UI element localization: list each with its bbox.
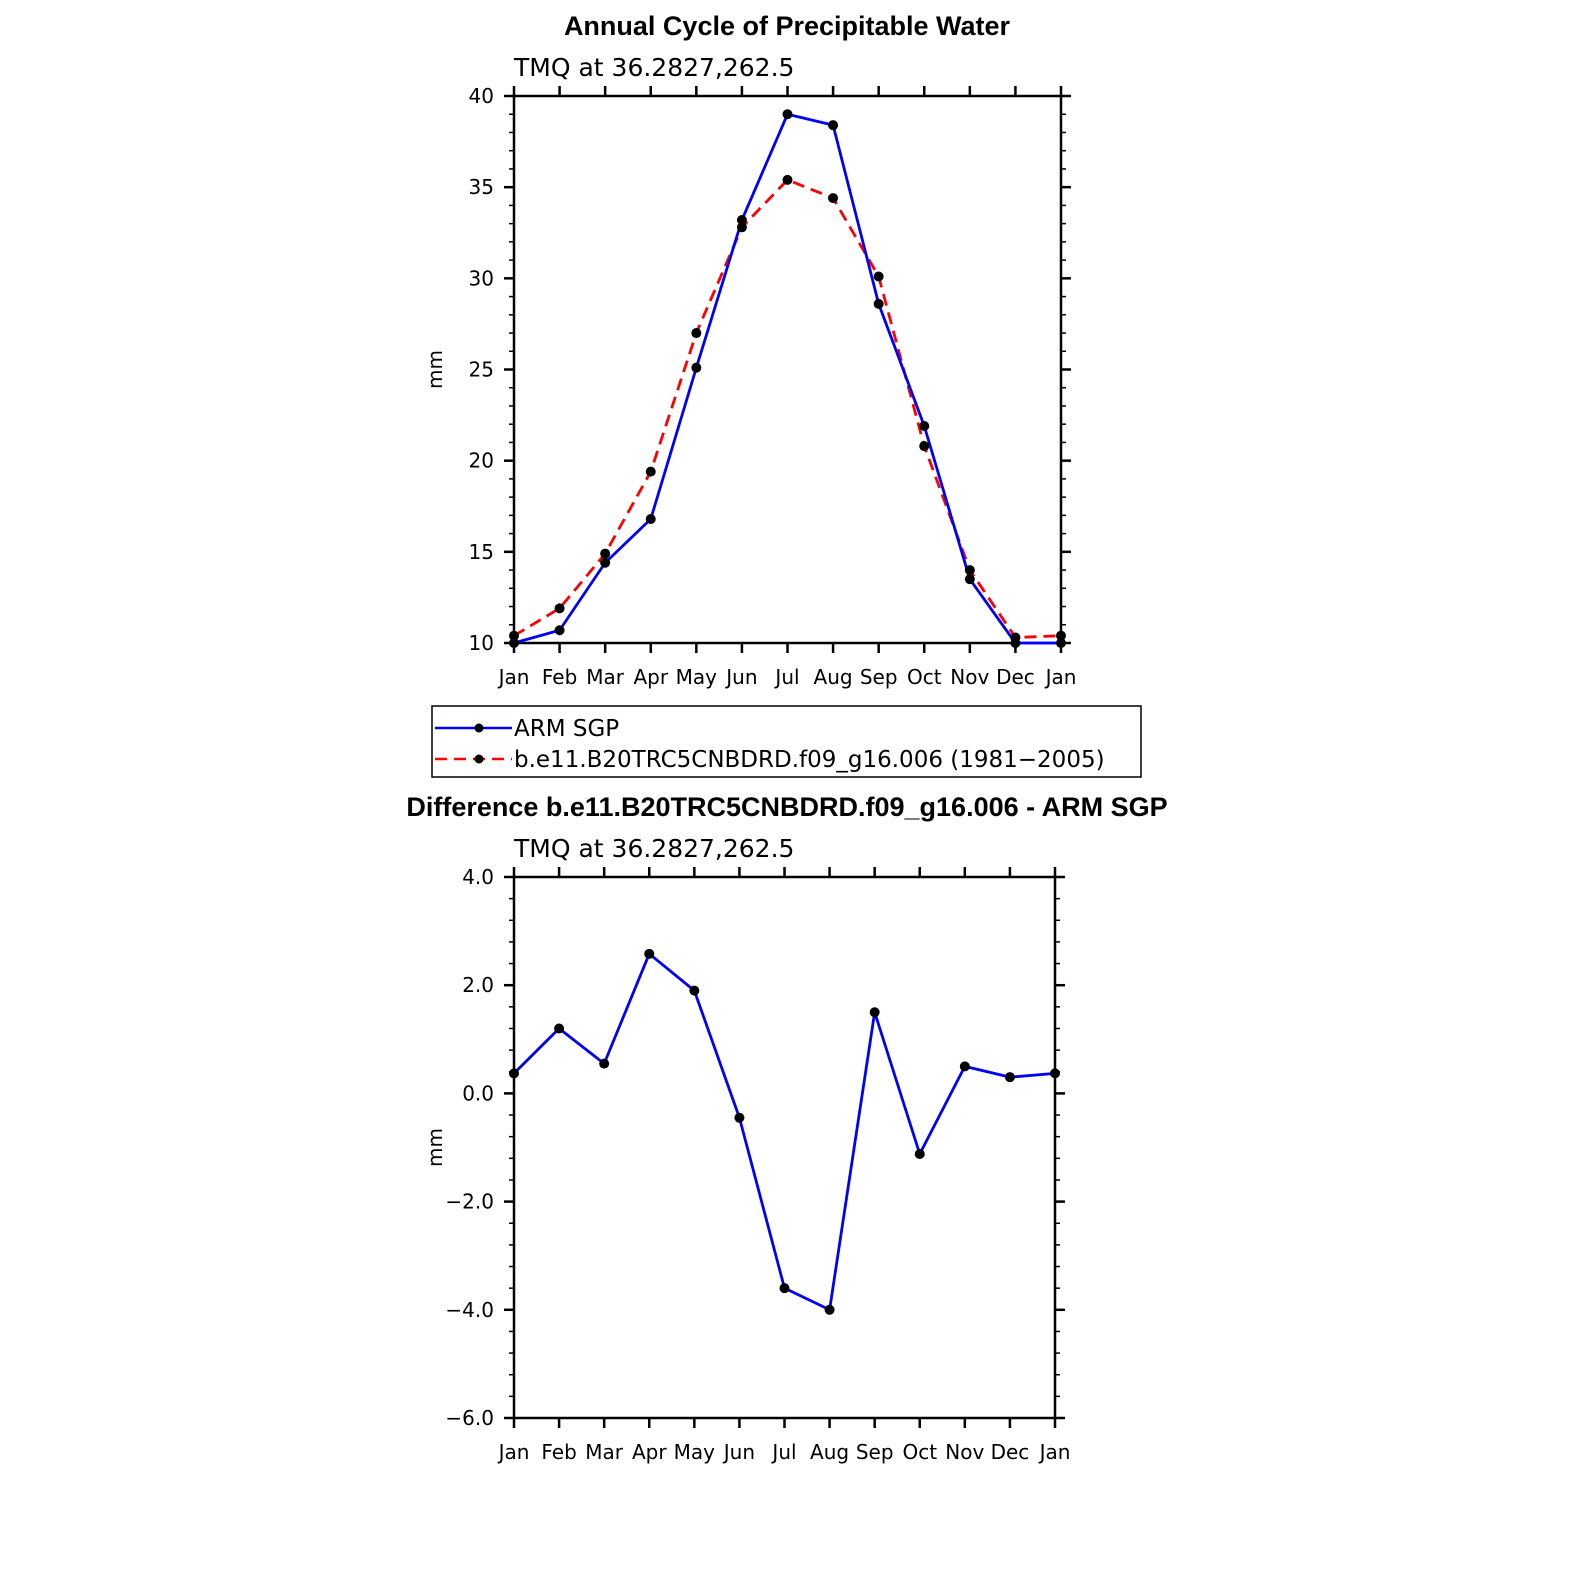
x-tick-label: Sep xyxy=(855,1440,894,1464)
data-point-0 xyxy=(783,109,793,119)
x-tick-label: Mar xyxy=(585,1440,624,1464)
data-point-0 xyxy=(870,1007,880,1017)
y-tick-label: 10 xyxy=(468,631,494,655)
x-tick-label: Aug xyxy=(810,1440,850,1464)
data-point-1 xyxy=(737,222,747,232)
data-point-0 xyxy=(919,421,929,431)
y-axis-label: mm xyxy=(423,1128,447,1167)
difference-plot xyxy=(423,865,1070,1464)
x-tick-label: Jan xyxy=(1045,665,1077,689)
series-line-0 xyxy=(514,954,1055,1310)
data-point-0 xyxy=(874,299,884,309)
data-point-0 xyxy=(689,986,699,996)
data-point-0 xyxy=(780,1283,790,1293)
x-tick-label: Jan xyxy=(498,665,530,689)
y-tick-label: 0.0 xyxy=(462,1081,494,1106)
annual-cycle-plot xyxy=(423,84,1076,689)
x-tick-label: Sep xyxy=(859,665,898,689)
legend xyxy=(432,706,1141,777)
legend-model-marker xyxy=(475,755,484,764)
data-point-1 xyxy=(1056,631,1066,641)
data-point-1 xyxy=(646,467,656,477)
y-axis-label: mm xyxy=(423,350,447,389)
data-point-0 xyxy=(1005,1072,1015,1082)
data-point-1 xyxy=(828,193,838,203)
data-point-1 xyxy=(874,272,884,282)
legend-model-label: b.e11.B20TRC5CNBDRD.f09_g16.006 (1981−2005) xyxy=(514,747,1105,773)
chart-title-2: Difference b.e11.B20TRC5CNBDRD.f09_g16.006 - ARM SGP xyxy=(406,792,1168,822)
chart-title-1: Annual Cycle of Precipitable Water xyxy=(563,11,1011,41)
x-tick-label: Dec xyxy=(996,665,1035,689)
y-tick-label: −2.0 xyxy=(445,1189,494,1214)
y-tick-label: 35 xyxy=(468,175,494,200)
data-point-0 xyxy=(509,1068,519,1078)
data-point-1 xyxy=(691,328,701,338)
x-tick-label: Jun xyxy=(723,1440,756,1464)
x-tick-label: Oct xyxy=(906,665,942,689)
x-tick-label: Jun xyxy=(726,665,758,689)
chart-subtitle-1: TMQ at 36.2827,262.5 xyxy=(514,53,795,82)
chart-subtitle-2: TMQ at 36.2827,262.5 xyxy=(514,834,795,863)
y-tick-label: 25 xyxy=(468,357,494,382)
x-tick-label: Jul xyxy=(775,665,800,689)
y-tick-label: −6.0 xyxy=(445,1406,494,1430)
y-tick-label: 2.0 xyxy=(462,973,494,998)
data-point-0 xyxy=(555,625,565,635)
plot-frame xyxy=(514,877,1055,1418)
x-tick-label: Jan xyxy=(498,1440,530,1464)
data-point-0 xyxy=(828,120,838,130)
data-point-1 xyxy=(783,175,793,185)
data-point-0 xyxy=(600,558,610,568)
x-tick-label: Nov xyxy=(950,665,990,689)
x-tick-label: May xyxy=(673,1440,716,1464)
data-point-0 xyxy=(965,574,975,584)
data-point-0 xyxy=(825,1305,835,1315)
x-tick-label: Jan xyxy=(1039,1440,1071,1464)
y-tick-label: 4.0 xyxy=(462,865,494,889)
y-tick-label: −4.0 xyxy=(445,1297,494,1322)
data-point-0 xyxy=(646,514,656,524)
data-point-0 xyxy=(691,363,701,373)
data-point-1 xyxy=(965,565,975,575)
data-point-0 xyxy=(734,1113,744,1123)
y-tick-label: 40 xyxy=(468,84,494,108)
x-tick-label: May xyxy=(675,665,718,689)
data-point-1 xyxy=(1010,633,1020,643)
data-point-0 xyxy=(915,1149,925,1159)
data-point-0 xyxy=(644,949,654,959)
x-tick-label: Feb xyxy=(541,1440,577,1464)
data-point-0 xyxy=(1050,1068,1060,1078)
y-tick-label: 15 xyxy=(468,539,494,564)
data-point-1 xyxy=(509,631,519,641)
data-point-1 xyxy=(555,603,565,613)
x-tick-label: Dec xyxy=(990,1440,1030,1464)
data-point-0 xyxy=(960,1061,970,1071)
x-tick-label: Aug xyxy=(813,665,853,689)
series-line-0 xyxy=(514,114,1061,643)
x-tick-label: Feb xyxy=(541,665,578,689)
x-tick-label: Nov xyxy=(945,1440,985,1464)
data-point-1 xyxy=(919,441,929,451)
legend-obs-label: ARM SGP xyxy=(514,716,620,742)
x-tick-label: Apr xyxy=(631,1440,667,1464)
x-tick-label: Jul xyxy=(772,1440,797,1464)
data-point-1 xyxy=(600,549,610,559)
series-line-1 xyxy=(514,180,1061,638)
y-tick-label: 30 xyxy=(468,266,494,291)
x-tick-label: Mar xyxy=(586,665,625,689)
legend-obs-marker xyxy=(475,724,484,733)
y-tick-label: 20 xyxy=(468,448,494,473)
data-point-0 xyxy=(599,1059,609,1069)
data-point-0 xyxy=(554,1023,564,1033)
x-tick-label: Apr xyxy=(633,665,669,689)
x-tick-label: Oct xyxy=(902,1440,938,1464)
